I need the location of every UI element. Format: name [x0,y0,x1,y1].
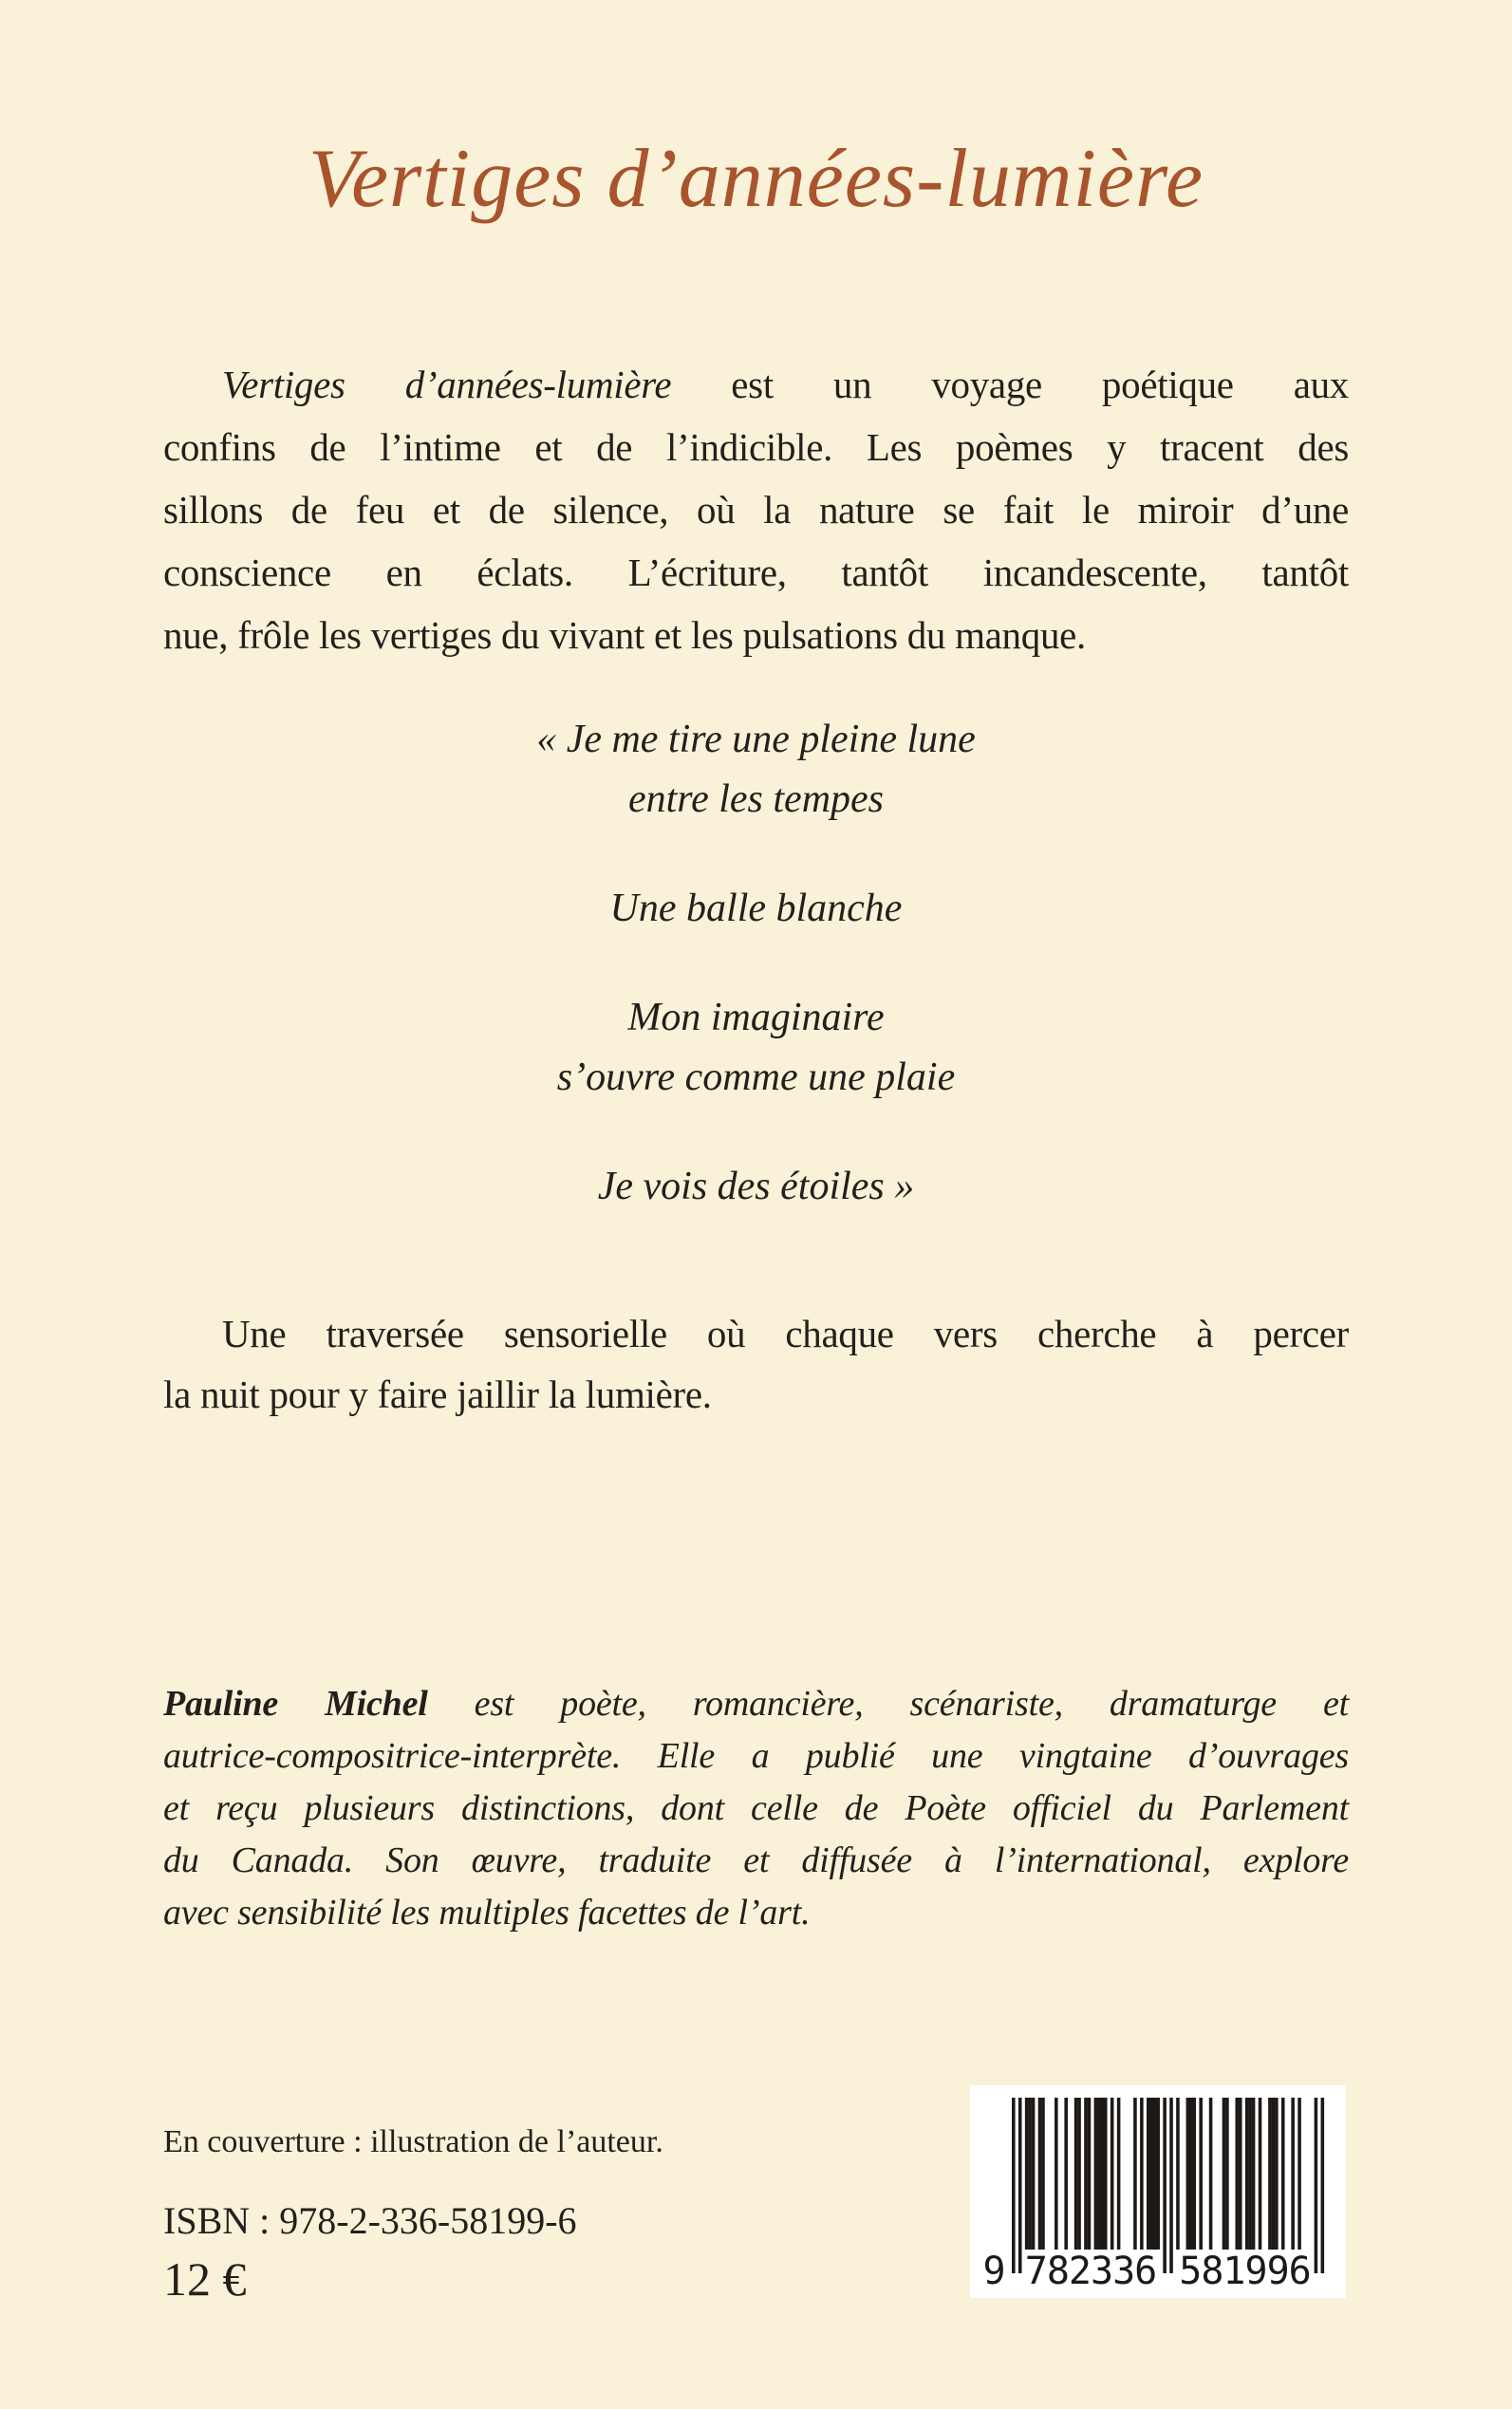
synopsis-line: nue, frôle les vertiges du vivant et les pulsations du manque. [163,613,1087,657]
author-bio [163,1678,1349,1939]
closing-paragraph [163,1303,1349,1425]
poem-stanza [163,879,1349,939]
poem-line: Une balle blanche [609,887,903,930]
author-name: Pauline Michel [163,1684,428,1724]
poem-line: entre les tempes [627,777,885,821]
poem-line: « Je me tire une pleine lune [536,718,976,761]
poem-stanza [163,710,1349,830]
bio-lead-rest: est poète, romancière, scénariste, dramaturge et [427,1684,1349,1724]
barcode-digit-group: 581996 [1179,2250,1311,2293]
closing-line: Une traversée sensorielle où chaque vers cherche à percer [222,1312,1349,1355]
synopsis-lead-rest: est un voyage poétique aux [671,363,1350,406]
barcode [970,2085,1346,2298]
bio-line: avec sensibilité les multiples facettes de l’art. [163,1893,811,1933]
barcode-digit-group: 9 [982,2250,1005,2293]
price: 12 € [163,2252,247,2306]
synopsis-line: conscience en éclats. L’écriture, tantôt incandescente, tantôt [163,551,1349,594]
bio-line [163,1678,1349,1730]
cover-illustration-note: En couverture : illustration de l’auteur. [163,2124,663,2159]
isbn: ISBN : 978-2-336-58199-6 [163,2199,577,2242]
synopsis-line [163,353,1349,416]
synopsis-title-italic: Vertiges d’années-lumière [222,363,672,406]
poem-line: Je vois des étoiles » [597,1165,915,1208]
synopsis-line: sillons de feu et de silence, où la nature se fait le miroir d’une [163,488,1349,532]
poem-line: s’ouvre comme une plaie [556,1055,956,1099]
synopsis-paragraph [163,353,1349,666]
bio-line: et reçu plusieurs distinctions, dont celle de Poète officiel du Parlement [163,1788,1349,1828]
bio-line: du Canada. Son œuvre, traduite et diffusée à l’international, explore [163,1840,1349,1880]
poem-stanza [163,988,1349,1108]
book-title: Vertiges d’années-lumière [308,133,1204,225]
poem-line: Mon imaginaire [627,996,885,1039]
closing-line: la nuit pour y faire jaillir la lumière. [163,1373,712,1416]
barcode-digit-group: 782336 [1024,2250,1157,2293]
bio-line: autrice-compositrice-interprète. Elle a publié une vingtaine d’ouvrages [163,1736,1349,1776]
poem-stanza [163,1157,1349,1217]
synopsis-line: confins de l’intime et de l’indicible. Les poèmes y tracent des [163,425,1349,469]
poem-excerpt [163,710,1349,1217]
